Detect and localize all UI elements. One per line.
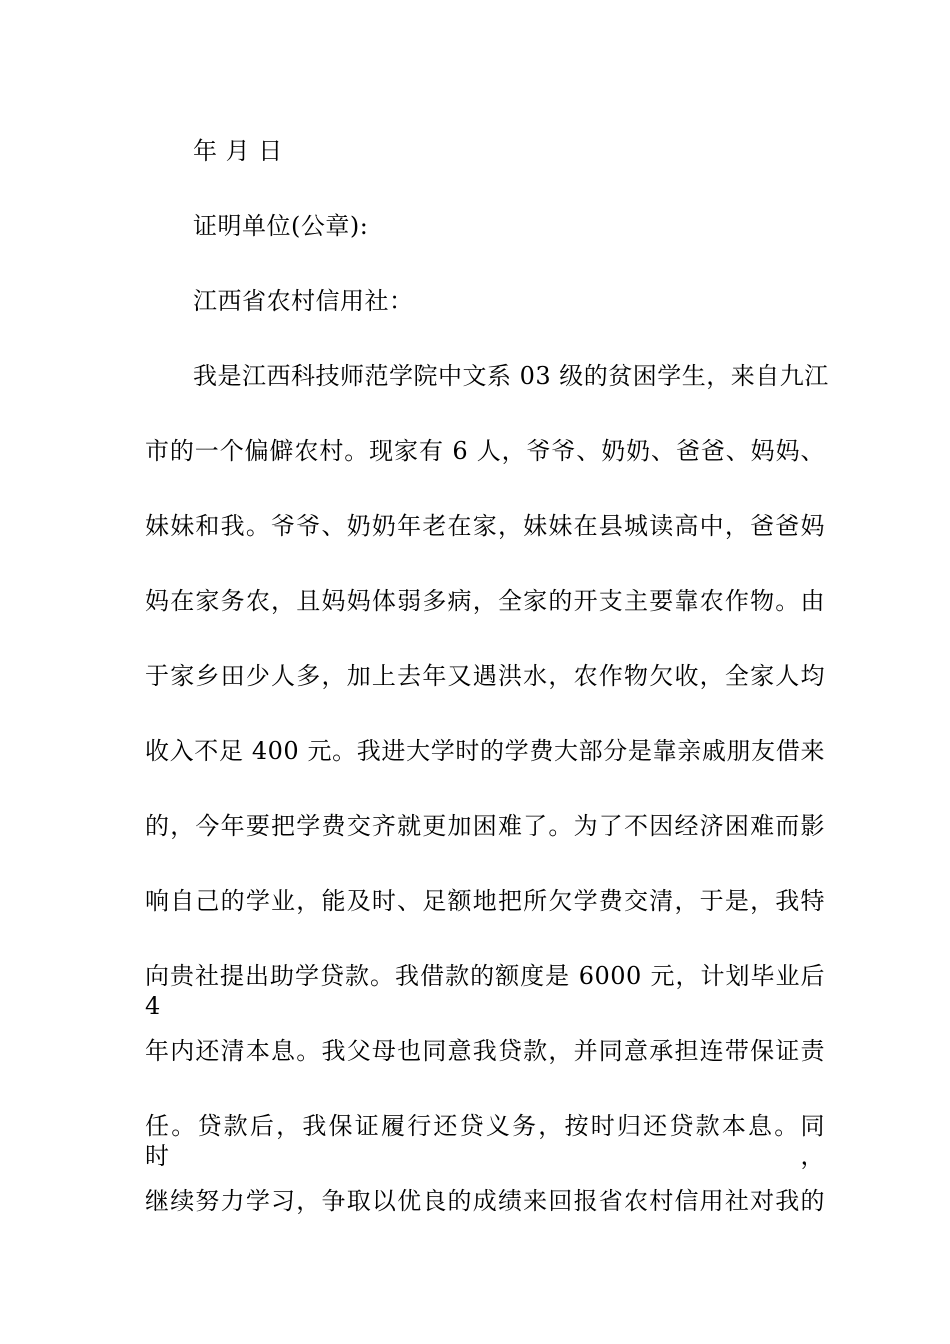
body-line: 于家乡田少人多，加上去年又遇洪水，农作物欠收，全家人均 (145, 662, 825, 690)
body-line: 任。贷款后，我保证履行还贷义务，按时归还贷款本息。同时， (145, 1112, 825, 1170)
body-line: 市的一个偏僻农村。现家有 6 人，爷爷、奶奶、爸爸、妈妈、 (145, 437, 825, 465)
body-line: 年内还清本息。我父母也同意我贷款，并同意承担连带保证责 (145, 1037, 825, 1065)
body-line: 收入不足 400 元。我进大学时的学费大部分是靠亲戚朋友借来 (145, 737, 825, 765)
body-line: 妹妹和我。爷爷、奶奶年老在家，妹妹在县城读高中，爸爸妈 (145, 512, 825, 540)
date-line: 年 月 日 (193, 137, 283, 165)
body-line: 继续努力学习，争取以优良的成绩来回报省农村信用社对我的 (145, 1187, 825, 1215)
body-line: 向贵社提出助学贷款。我借款的额度是 6000 元，计划毕业后 4 (145, 962, 825, 1020)
body-line: 我是江西科技师范学院中文系 03 级的贫困学生，来自九江 (193, 362, 829, 390)
certifying-unit-line: 证明单位(公章): (193, 212, 369, 240)
body-line: 妈在家务农，且妈妈体弱多病，全家的开支主要靠农作物。由 (145, 587, 825, 615)
addressee-line: 江西省农村信用社： (193, 287, 414, 315)
body-line: 响自己的学业，能及时、足额地把所欠学费交清，于是，我特 (145, 887, 825, 915)
body-line: 的，今年要把学费交齐就更加困难了。为了不因经济困难而影 (145, 812, 825, 840)
